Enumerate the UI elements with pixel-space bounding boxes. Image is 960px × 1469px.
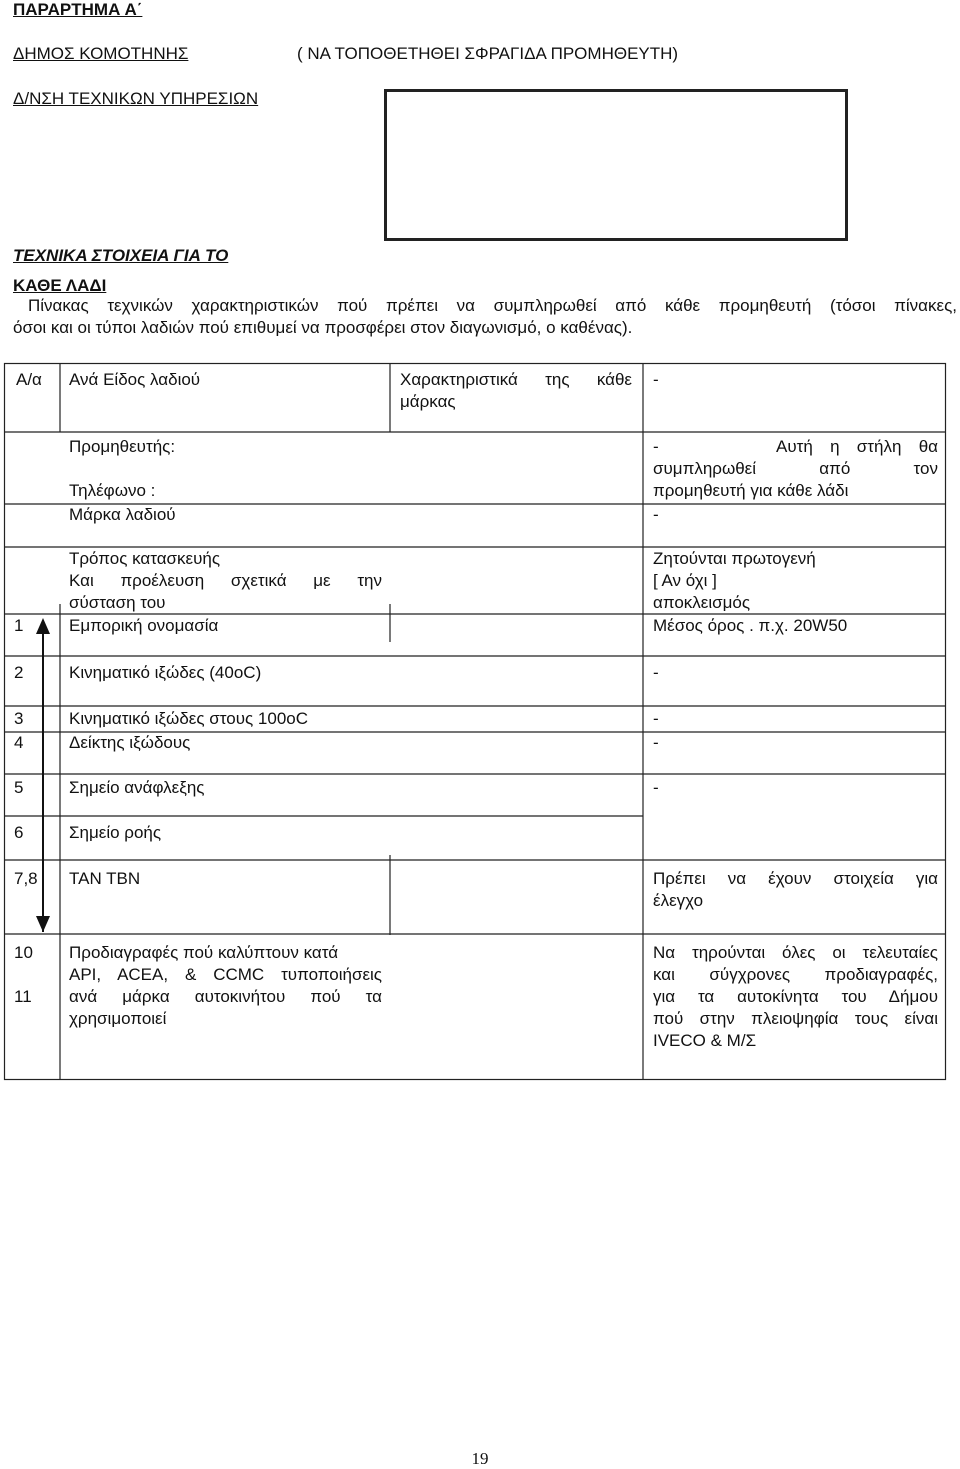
row-4-number: 4 — [14, 733, 24, 752]
row-10-11-value-5: IVECO & Μ/Σ — [653, 1031, 757, 1050]
row-5-label: Σημείο ανάφλεξης — [69, 778, 205, 797]
row-7-8-value-1: Πρέπει να έχουν στοιχεία για — [653, 869, 938, 888]
range-arrow-down-icon — [36, 870, 50, 932]
construction-note-2: [ Αν όχι ] — [653, 571, 717, 590]
col-header-number: Α/α — [16, 370, 42, 389]
row-3-label: Κινηματικό ιξώδες στους 100oC — [69, 709, 309, 728]
supplier-note-line-3: προμηθευτή για κάθε λάδι — [653, 481, 849, 500]
row-10-11-label-4: χρησιμοποιεί — [69, 1009, 167, 1028]
col-header-dash: - — [653, 370, 659, 389]
tech-specs-title: ΤΕΧΝΙΚΑ ΣΤΟΙΧΕΙΑ ΓΙΑ ΤΟ — [13, 246, 229, 265]
row-5-value: - — [653, 778, 659, 797]
stamp-note: ( ΝΑ ΤΟΠΟΘΕΤΗΘΕΙ ΣΦΡΑΓΙΔΑ ΠΡΟΜΗΘΕΥΤΗ) — [297, 44, 679, 63]
row-10-11-label-1: Προδιαγραφές πού καλύπτουν κατά — [69, 943, 339, 962]
construction-note-1: Ζητούνται πρωτογενή — [653, 549, 816, 568]
brand-value: - — [653, 505, 659, 524]
phone-label: Τηλέφωνο : — [69, 481, 156, 500]
row-10-11-label-2: API, ACEA, & CCMC τυποποιήσεις — [69, 965, 382, 984]
row-2-number: 2 — [14, 663, 24, 682]
row-7-8-value-2: έλεγχο — [653, 891, 704, 910]
row-10-11-label-3: ανά μάρκα αυτοκινήτου πού τα — [69, 987, 382, 1006]
row-7-8-label: TAN TBN — [69, 869, 141, 888]
supplier-note-dash: - — [653, 437, 659, 456]
row-10-11-value-3: για τα αυτοκίνητα του Δήμου — [653, 987, 938, 1006]
construction-line-2: Και προέλευση σχετικά με την — [69, 571, 382, 590]
construction-line-3: σύσταση του — [69, 593, 166, 612]
page-number: 19 — [471, 1449, 489, 1468]
row-10-11-value-2: και σύγχρονες προδιαγραφές, — [653, 965, 938, 984]
brand-label: Μάρκα λαδιού — [69, 505, 176, 524]
row-5-number: 5 — [14, 778, 24, 797]
row-11-number: 11 — [14, 987, 32, 1006]
col-header-characteristics: Χαρακτηριστικά της κάθε — [400, 370, 632, 389]
range-arrow-up-icon — [36, 618, 50, 932]
supplier-label: Προμηθευτής: — [69, 437, 176, 456]
row-3-number: 3 — [14, 709, 24, 728]
tech-specs-subtitle: ΚΑΘΕ ΛΑΔΙ — [13, 276, 107, 295]
row-1-value: Μέσος όρος . π.χ. 20W50 — [653, 616, 848, 635]
supplier-stamp-box — [384, 89, 848, 241]
appendix-title: ΠΑΡΑΡΤΗΜΑ Α΄ — [13, 0, 143, 19]
intro-line-2: όσοι και οι τύποι λαδιών πού επιθυμεί να προσφέρει στον διαγωνισμό, ο καθένας). — [13, 318, 633, 337]
row-10-11-value-1: Να τηρούνται όλες οι τελευταίες — [653, 943, 938, 962]
row-2-label: Κινηματικό ιξώδες (40oC) — [69, 663, 262, 682]
row-1-number: 1 — [14, 616, 24, 635]
row-4-label: Δείκτης ιξώδους — [69, 733, 191, 752]
municipality-title: ΔΗΜΟΣ ΚΟΜΟΤΗΝΗΣ — [13, 44, 189, 63]
supplier-note-line-1: Αυτή η στήλη θα — [776, 437, 938, 456]
intro-line-1: Πίνακας τεχνικών χαρακτηριστικών πού πρέπει να συμπληρωθεί από κάθε προμηθευτή (τόσοι πίνακες, — [28, 296, 957, 315]
row-3-value: - — [653, 709, 659, 728]
row-10-11-value-4: πού στην πλειοψηφία τους είναι — [653, 1009, 938, 1028]
department-title: Δ/ΝΣΗ ΤΕΧΝΙΚΩΝ ΥΠΗΡΕΣΙΩΝ — [13, 89, 259, 108]
row-1-label: Εμπορική ονομασία — [69, 616, 219, 635]
col-header-oil-type: Ανά Είδος λαδιού — [69, 370, 201, 389]
construction-note-3: αποκλεισμός — [653, 593, 751, 612]
row-10-number: 10 — [14, 943, 33, 962]
row-6-label: Σημείο ροής — [69, 823, 162, 842]
supplier-note-line-2: συμπληρωθεί από τον — [653, 459, 938, 478]
row-7-8-number: 7,8 — [14, 869, 38, 888]
row-2-value: - — [653, 663, 659, 682]
row-4-value: - — [653, 733, 659, 752]
col-header-characteristics-2: μάρκας — [400, 392, 456, 411]
row-6-number: 6 — [14, 823, 24, 842]
construction-line-1: Τρόπος κατασκευής — [69, 549, 221, 568]
